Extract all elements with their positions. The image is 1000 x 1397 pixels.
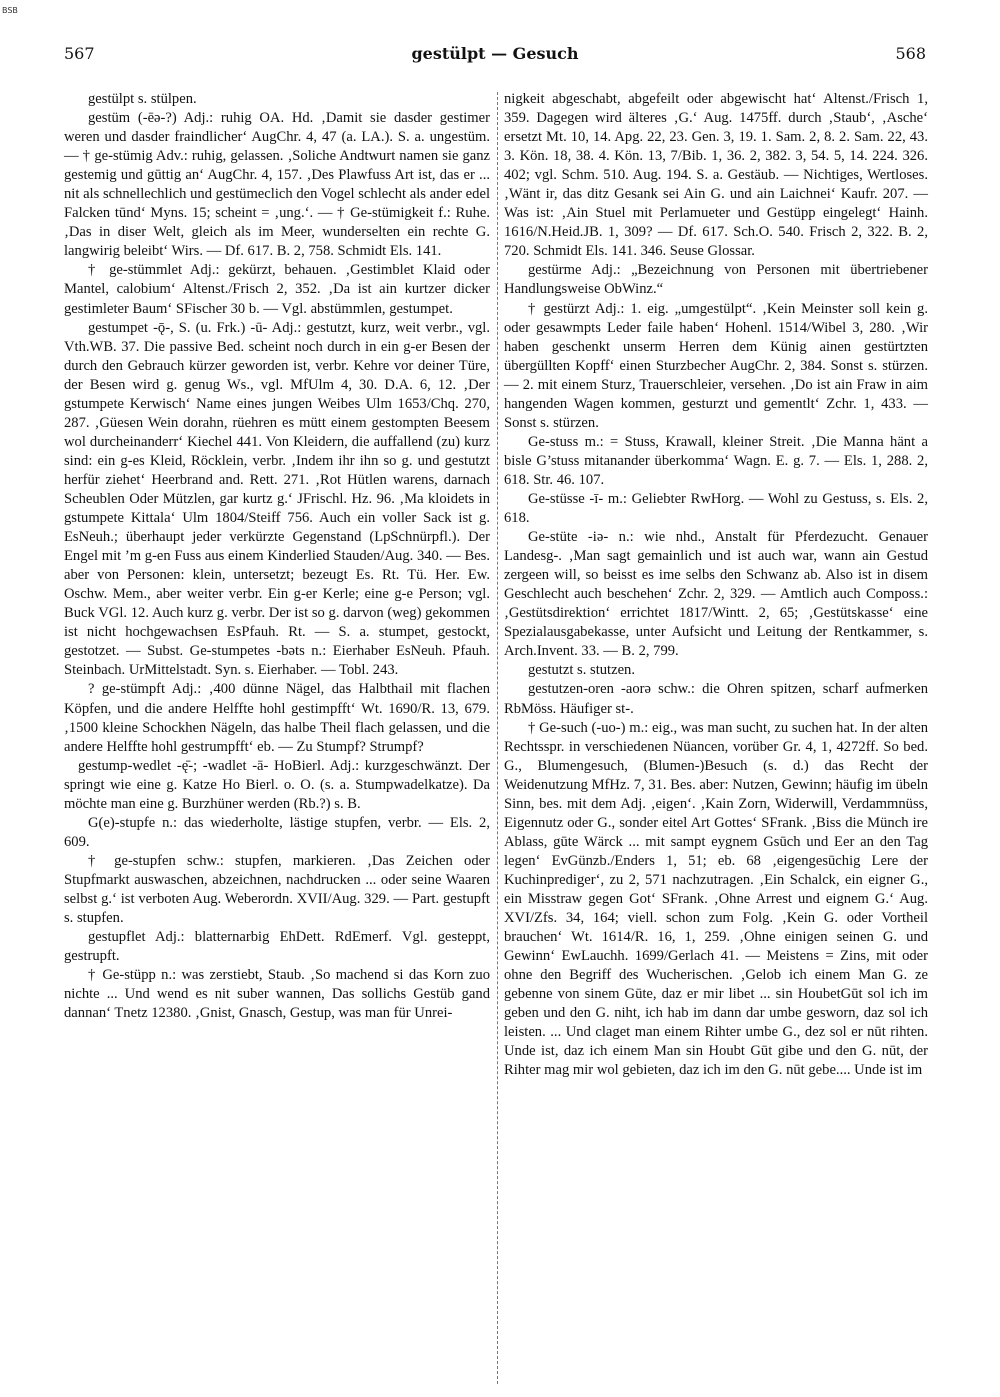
- dictionary-entry: gestutzen-oren -aorə schw.: die Ohren spitzen, scharf aufmerken RbMöss. Häufiger st-.: [504, 681, 928, 717]
- dictionary-entry-continued: nigkeit abgeschabt, abgefeilt oder abgewischt hat‘ Altenst./Frisch 1, 359. Dagegen wird älteres ‚G.‘ Aug. 1475ff. durch ‚Staub‘, ‚Asche‘ ersetzt Mt. 10, 14. Apg. 22, 23. Gen. 3, 19. 1. Sam. 2, 8. 2. Sam. 22, 43. 3. Kön. 18, 38. 4. Kön. 13, 7/Bib. 1, 36. 2, 382. 3, 54. 5, 14. 224. 326. 402; vgl. Schm. 510. Aug. 194. S. a. Gestäub. — Nichtiges, Wertloses. ‚Wänt ir, das ditz Gesank sei Ain G. und ain Laichnei‘ Kaufr. 207. — Was ist: ‚Ain Stuel mit Perlamueter und Gestüpp eingelegt‘ Hainh. 1616/N.Heid.JB. 1, 309? — Df. 617. Sch.O. 540. Frisch 2, 322. B. 2, 720. Schmidt Els. 141. 346. Seuse Glossar.: [504, 91, 928, 260]
- dictionary-entry: gestumpet -ǭ-, S. (u. Frk.) -ū- Adj.: gestutzt, kurz, weit verbr., vgl. Vth.WB. 37. Die passive Bed. scheint noch durch in ein g-er Besen der durch den Gebrauch kürzer geworden ist, verbr. Kehre vor deiner Türe, der Besen wird g. genug Ws., vgl. MfUlm 4, 30. D.A. 6, 12. ‚Der gstumpete Kerwisch‘ Name eines jungen Weibes Ulm 1653/Chq. 270, 287. ‚Güesen Wein dorahn, rüehren es mütt einem gestompten Beesem wol durcheinanderr‘ Kiechel 441. Von Kleidern, die auffallend (zu) kurz sind: ein g-es Kleid, Röcklein, verbr. ‚Indem ihr ihn so g. und gestutzt herfür ziehet‘ Heerbrand and. Rett. 271. ‚Rot Hütlen warens, darnach Scheublen Oder Mützlen, gar kurtz g.‘ JFrischl. Hz. 96. ‚Ma kloidets in gstumpete Kittala‘ Ulm 1804/Steiff 756. Auch ein voller Sack ist g. EsNeuh.; überhaupt jeder verkürzte Gegenstand (LpSchnürpfl.). Der Engel mit ’m g-en Fuss aus einem Kinderlied Stauden/Aug. 340. — Bes. aber von Personen: klein, untersetzt; bezeugt Es. Rt. Tü. Her. Ew. Oschw. Mem., aber weiter verbr. Ein g-er Kerle; eine g-e Person; vgl. Buck VGl. 12. Auch kurz g. verbr. Der ist so g. darvon (weg) gekommen ist nicht hochgewachsen EsPfauh. Rt. — S. a. stumpet, gestockt, gestotzet. — Subst. Ge-stumpetes -bəts n.: Eierhaber EsNeuh. Pfauh. Steinbach. UrMittelstadt. Syn. s. Eierhaber. — Tobl. 243.: [64, 319, 490, 679]
- running-title: gestülpt — Gesuch: [411, 44, 579, 63]
- dictionary-entry: † Ge-such (-uo-) m.: eig., was man sucht, zu suchen hat. In der alten Rechtsspr. in verschiedenen Nüancen, vorüber Gr. 4, 1, 4272ff. So bed. G., Blumengesuch, (Blumen-)Besuch (s. d.) das Recht der Weidenutzung MfHz. 7, 31. Bes. aber: Nutzen, Gewinn; häufig im übeln Sinn, bes. mit dem Adj. ‚eigen‘. ‚Kain Zorn, Widerwill, Verdammnüss, Eigennutz oder G., sonder eitel Art Gottes‘ SFrank. ‚Biss die Münch ire Ablass, gūte Wärck ... mit sampt eygnem Gsūch und Eer an den Tag legen‘ EvGünzb./Enders 1, 51; eb. 68 ‚eigengesūchig Lere der Kuchinprediger‘, zu 2, 571 nachzutragen. ‚Ein Schalck, ein eigner G., ein Misstraw gegen Got‘ SFrank. ‚Ohne Arrest und eignem G.‘ Aug. XVI/Zfs. 34, 164; viell. schon zum Folg. ‚Kein G. oder Vortheil brauchen‘ Wt. 1614/R. 16, 1, 259. ‚Ohne einigen seinen G. und Gewinn‘ EwLauchh. 1699/Gerlach 41. — Meistens = Zins, mit oder ohne den Begriff des Wucherischen. ‚Gelob ich einem Man G. ze gebenne von sinem Gūte, daz er mir libet ... sin HoubetGūt sol ich im geben und den G. niht, ich hab im dann dar umbe gesworn, daz sol ich leisten. ... Und claget man einem Rihter umbe G., dez sol er nūt rihten. Unde ist, daz ich einem Man sin Houbt Gūt gibe und den G. nūt, der Rihter mag mir wol gebieten, daz ich im den G. nūt gebe.... Unde ist im: [504, 719, 928, 1079]
- left-column: [64, 90, 490, 1023]
- page-number-left: 567: [64, 44, 95, 63]
- dictionary-entry: Ge-stüsse -ī- m.: Geliebter RwHorg. — Wohl zu Gestuss, s. Els. 2, 618.: [504, 490, 928, 527]
- right-column: [504, 90, 928, 1080]
- dictionary-entry: ? ge-stümpft Adj.: ‚400 dünne Nägel, das Halbthail mit flachen Köpfen, und die andere Helffte hohl gestimpfft‘ Wt. 1690/R. 13, 679. ‚1500 kleine Schockhen Nägeln, das halbe Theil flach gelassen, und die andere Helffte hohl gestrumpfft‘ eb. — Zu Stumpf? Strumpf?: [64, 681, 490, 755]
- dictionary-entry: Ge-stuss m.: = Stuss, Krawall, kleiner Streit. ‚Die Manna hänt a bisle G’stuss mitanander überkomma‘ Wagn. E. g. 7. — Els. 1, 288. 2, 618. Str. 46. 107.: [504, 433, 928, 488]
- dictionary-entry: G(e)-stupfe n.: das wiederholte, lästige stupfen, verbr. — Els. 2, 609.: [64, 814, 490, 850]
- dictionary-entry: † ge-stupfen schw.: stupfen, markieren. ‚Das Zeichen oder Stupfmarkt auswaschen, abzeichnen, nachdrucken ... oder seine Waaren selbst g.‘ ist verboten Aug. Weberordn. XVII/Aug. 329. — Part. gestupft s. stupfen.: [64, 852, 490, 927]
- dictionary-entry: Ge-stüte -iə- n.: wie nhd., Anstalt für Pferdezucht. Genauer Landesg-. ‚Man sagt gemainlich und ist auch war, wann ain Gestud zergeen will, so beisst es ime selbs den Schwanz ab. Also ist in disem Geschlecht auch beschehen‘ Zchr. 2, 329. — Amtlich auch Composs.: ‚Gestütsdirektion‘ errichtet 1817/Wintt. 2, 65; ‚Gestütskasse‘ eine Spezialausgabekasse, unter Aufsicht und Leitung der Rentkammer, s. Arch.Invent. 33. — B. 2, 799.: [504, 529, 928, 660]
- page-number-right: 568: [895, 44, 926, 63]
- dictionary-entry: gestutzt s. stutzen.: [528, 662, 636, 679]
- dictionary-entry: gestump-wedlet -ę̄-; -wadlet -ā- HoBierl. Adj.: kurzgeschwänzt. Der springt wie eine g. Katze Ho Bierl. o. O. (s. a. Stumpwadelkatze). Da möchte man eine g. Burzhüner werden (Rb.?) s. B.: [64, 757, 490, 812]
- dictionary-entry: gestürme Adj.: „Bezeichnung von Personen mit übertriebener Handlungsweise ObWinz.“: [504, 262, 928, 298]
- dictionary-entry: gestüm (-ēə-?) Adj.: ruhig OA. Hd. ‚Damit sie dasder gestimer weren und dasder fraindlicher‘ AugChr. 4, 47 (a. LA.). S. a. ungestüm. — † ge-stümig Adv.: ruhig, gelassen. ‚Soliche Andtwurt namen sie ganz gestemig und gūttig an‘ AugChr. 4, 157. ‚Des Plawfuss Art ist, das er ... nit als schnellechlich und gestümeclich den Vogel schlecht als ander edel Falcken tūnd‘ Myns. 15; scheint = ‚ung.‘. — † Ge-stümigkeit f.: Ruhe. ‚Das in diser Welt, gleich als im Meer, wunderselten ein rechte G. langwirig beleibt‘ Wirs. — Df. 617. B. 2, 758. Schmidt Els. 141.: [64, 110, 490, 260]
- running-header: [64, 44, 926, 68]
- library-stamp: BSB: [2, 6, 18, 15]
- dictionary-entry: † gestürzt Adj.: 1. eig. „umgestülpt“. ‚Kein Meinster soll kein g. oder gesawmpts Leder faile haben‘ Hohenl. 1514/Wibel 3, 280. ‚Wir haben geschenkt unserm Herren dem Künig ainen gestürtzten übergüllten Kopff‘ einen Sturzbecher AugChr. 2, 384. Sonst s. stürzen. — 2. mit einem Sturz, Trauerschleier, versehen. ‚Do ist ain Fraw in aim hangenden Wagen kommen, gesturzt und gementlt‘ Zchr. 1, 433. — Sonst s. stürzen.: [504, 300, 928, 431]
- dictionary-entry: † Ge-stüpp n.: was zerstiebt, Staub. ‚So machend si das Korn zuo nichte ... Und wend es nit suber wannen, Das sollichs Gestüb gand dannan‘ Tnetz 12380. ‚Gnist, Gnasch, Gestup, was man für Unrei-: [64, 967, 490, 1022]
- dictionary-entry: † ge-stümmlet Adj.: gekürzt, behauen. ‚Gestimblet Klaid oder Mantel, calobium‘ Altenst./Frisch 2, 352. ‚Da ist ain kurtzer dicker gestimleter Baum‘ SFischer 30 b. — Vgl. abstümmlen, gestumpet.: [64, 262, 490, 317]
- dictionary-entry: gestülpt s. stülpen.: [88, 91, 197, 107]
- column-divider: [497, 92, 498, 1384]
- dictionary-entry: gestupflet Adj.: blatternarbig EhDett. RdEmerf. Vgl. gesteppt, gestrupft.: [64, 929, 490, 965]
